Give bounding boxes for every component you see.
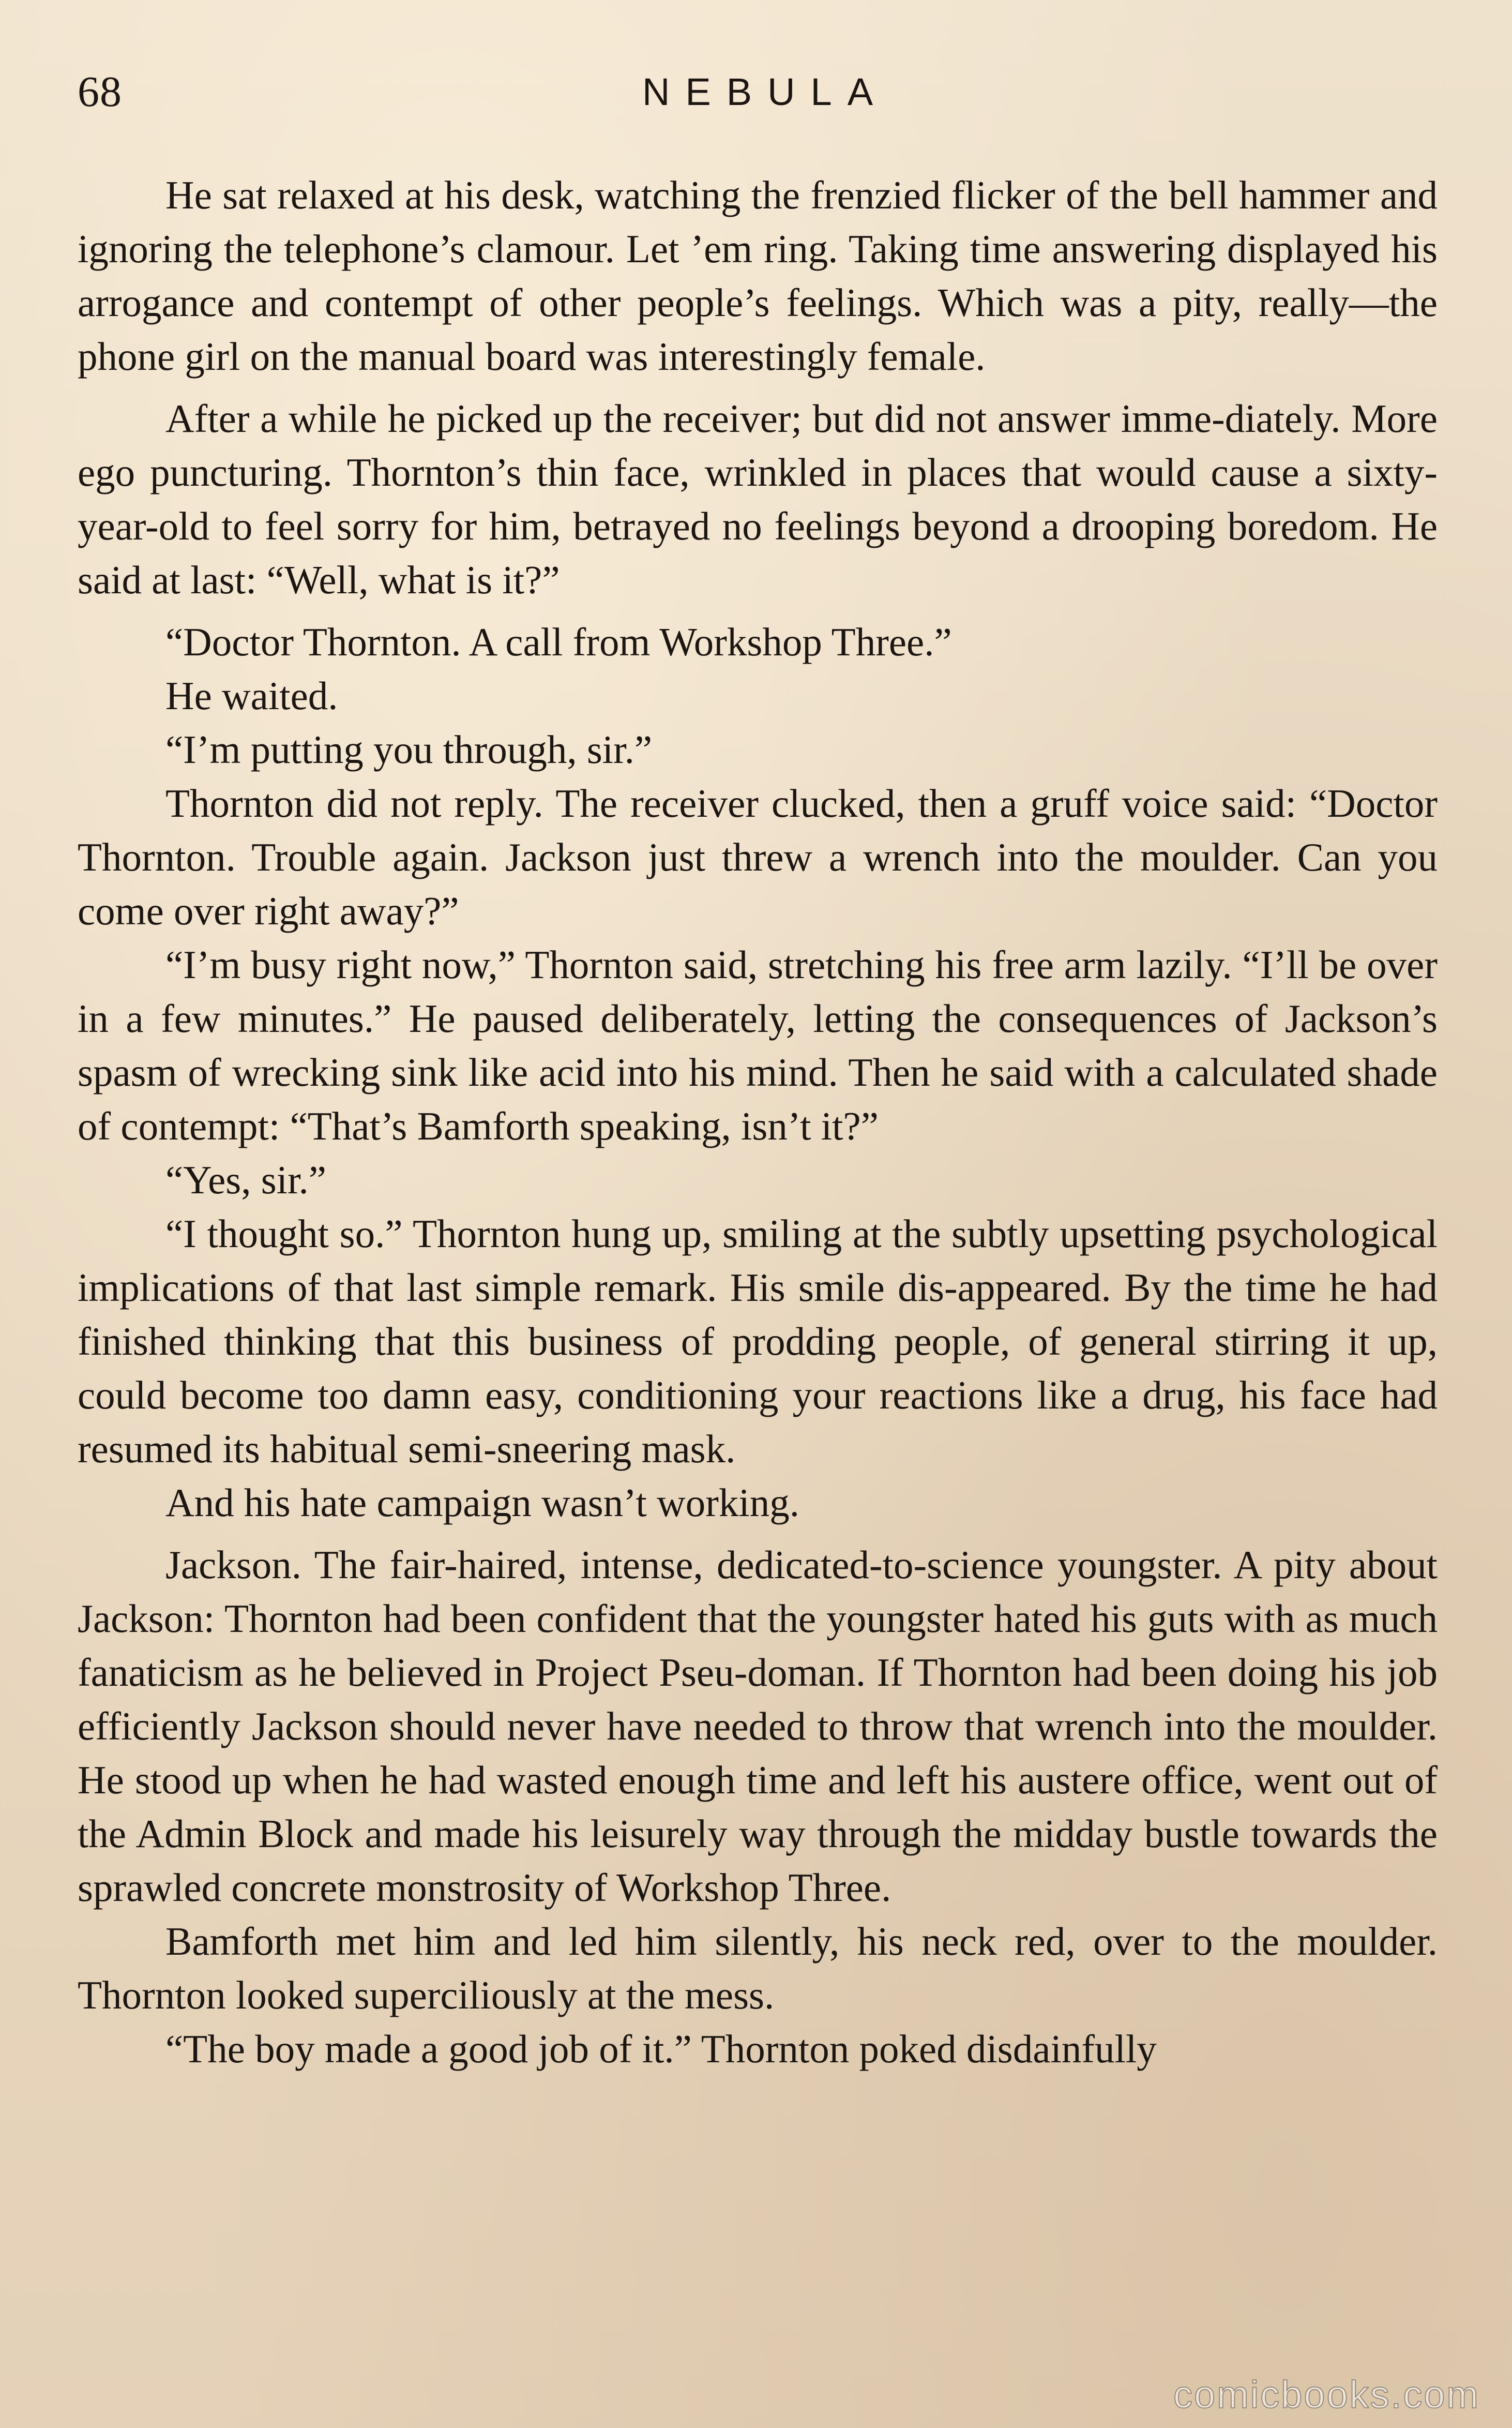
paragraph: “Doctor Thornton. A call from Workshop Three.” xyxy=(165,620,952,664)
paragraph: “Yes, sir.” xyxy=(165,1158,326,1202)
page-header xyxy=(78,61,1438,123)
running-head: NEBULA xyxy=(642,70,889,113)
paragraph: He waited. xyxy=(165,673,338,718)
paragraph: He sat relaxed at his desk, watching the frenzied flicker of the bell hammer and ignoring the telephone’s clamour. Let ’em ring. Taking time answering displayed his arrogance and contempt of other people’s feelings. Which was a pity, really—the phone girl on the manual board was interestingly female. xyxy=(78,173,1438,379)
paragraph: “The boy made a good job of it.” Thornton poked disdainfully xyxy=(165,2027,1157,2071)
paragraph: Bamforth met him and led him silently, his neck red, over to the moulder. Thornton looked superciliously at the mess. xyxy=(78,1919,1438,2017)
story-text xyxy=(78,168,1438,2076)
paragraph: And his hate campaign wasn’t working. xyxy=(165,1480,800,1525)
paragraph: “I thought so.” Thornton hung up, smiling at the subtly upsetting psychological implications of that last simple remark. His smile dis-appeared. By the time he had finished thinking that this business of prodding people, of general stirring it up, could become too damn easy, conditioning your reactions like a drug, his face had resumed its habitual semi-sneering mask. xyxy=(78,1211,1438,1471)
paragraph: After a while he picked up the receiver; but did not answer imme-diately. More ego puncturing. Thornton’s thin face, wrinkled in places that would cause a sixty-year-old to feel sorry for him, betrayed no feelings beyond a drooping boredom. He said at last: “Well, what is it?” xyxy=(78,396,1438,602)
page-number: 68 xyxy=(78,68,122,116)
paragraph: Thornton did not reply. The receiver clucked, then a gruff voice said: “Doctor Thornton. Trouble again. Jackson just threw a wrench into the moulder. Can you come over right away?” xyxy=(78,781,1438,933)
site-watermark: comicbooks.com xyxy=(1173,2373,1480,2416)
paragraph: “I’m putting you through, sir.” xyxy=(165,727,652,772)
paragraph: “I’m busy right now,” Thornton said, stretching his free arm lazily. “I’ll be over in a few minutes.” He paused deliberately, letting the consequences of Jackson’s spasm of wrecking sink like acid into his mind. Then he said with a calculated shade of contempt: “That’s Bamforth speaking, isn’t it?” xyxy=(78,942,1438,1148)
paragraph: Jackson. The fair-haired, intense, dedicated-to-science youngster. A pity about Jackson: Thornton had been confident that the youngster hated his guts with as much fanaticism as he believed in Project Pseu-doman. If Thornton had been doing his job efficiently Jackson should never have needed to throw that wrench into the moulder. He stood up when he had wasted enough time and left his austere office, went out of the Admin Block and made his leisurely way through the midday bustle towards the sprawled concrete monstrosity of Workshop Three. xyxy=(78,1542,1438,1910)
